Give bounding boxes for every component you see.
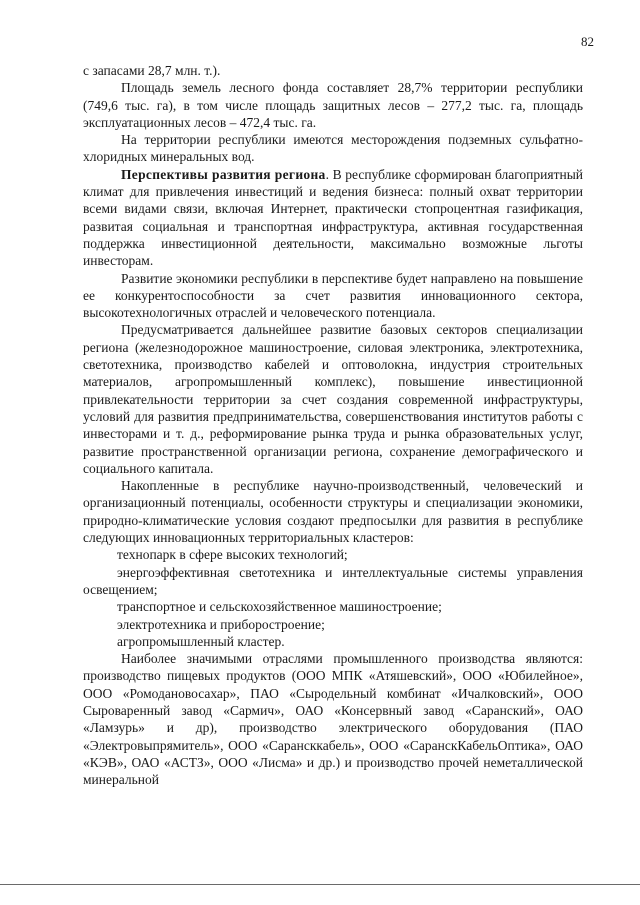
list-item: электротехника и приборостроение; <box>117 616 325 632</box>
paragraph-forest-area: Площадь земель лесного фонда составляет 28,7% территории республики (749,6 тыс. га), в том числе площадь защитных лесов – 277,2 тыс. га, площадь эксплуатационных лесов – 472,4 тыс. га. <box>83 80 583 130</box>
paragraph-industries: Наиболее значимыми отраслями промышленного производства являются: производство пищевых продуктов (ООО МПК «Атяшевский», ООО «Юбилейное», ООО «Ромодановосахар», ПАО «Сыродельный комбинат «Ичалковский», ООО Сыроваренный завод «Сармич», ОАО «Консервный завод «Саранский», ОАО «Ламзурь» и др), производство электрического оборудования (ПАО «Электровыпрямитель», ООО «Сарансккабель», ООО «СаранскКабельОптика», ОАО «КЭВ», ОАО «АСТЗ», ООО «Лисма» и др.) и производство прочей неметаллической минеральной <box>83 651 583 788</box>
bottom-divider <box>0 884 640 885</box>
paragraph-prospects <box>83 166 583 270</box>
list-item: транспортное и сельскохозяйственное машиностроение; <box>117 599 442 615</box>
paragraph-mineral-waters: На территории республики имеются месторождения подземных сульфатно-хлоридных минеральных вод. <box>83 132 583 165</box>
prospects-text: . В республике сформирован благоприятный климат для привлечения инвестиций и ведения бизнеса: полный охват территории всеми видами связи, включая Интернет, практически стопроцентная газификация, развитая социальная и транспортная инфраструктура, активная государственная поддержка инвестиционной деятельности, максимально возможные льготы инвесторам. <box>83 166 584 269</box>
page-number: 82 <box>581 34 594 49</box>
paragraph-base-sectors: Предусматривается дальнейшее развитие базовых секторов специализации региона (железнодорожное машиностроение, силовая электроника, электротехника, светотехника, производство кабелей и оптоволокна, индустрия строительных материалов, агропромышленный комплекс), повышение инвестиционной привлекательности территории за счет создания современной инфраструктуры, условий для развития предпринимательства, совершенствования институтов работы с инвесторами и т. д., реформирование рынка труда и рынка образовательных услуг, развитие пространственной организации региона, сохранение демографического и социального капитала. <box>83 322 583 476</box>
list-item: технопарк в сфере высоких технологий; <box>117 547 348 563</box>
document-body <box>83 62 583 788</box>
paragraph-continuation: с запасами 28,7 млн. т.). <box>83 63 221 78</box>
list-item: энергоэффективная светотехника и интеллектуальные системы управления освещением; <box>83 564 583 597</box>
prospects-heading: Перспективы развития региона <box>121 166 326 182</box>
paragraph-economy-development: Развитие экономики республики в перспективе будет направлено на повышение ее конкурентоспособности за счет развития инновационного сектора, высокотехнологичных отраслей и человеческого потенциала. <box>83 270 583 321</box>
paragraph-clusters-intro: Накопленные в республике научно-производственный, человеческий и организационный потенциалы, особенности структуры и специализации экономики, природно-климатические условия создают предпосылки для развития в республике следующих инновационных территориальных кластеров: <box>83 478 583 546</box>
list-item: агропромышленный кластер. <box>117 633 285 649</box>
